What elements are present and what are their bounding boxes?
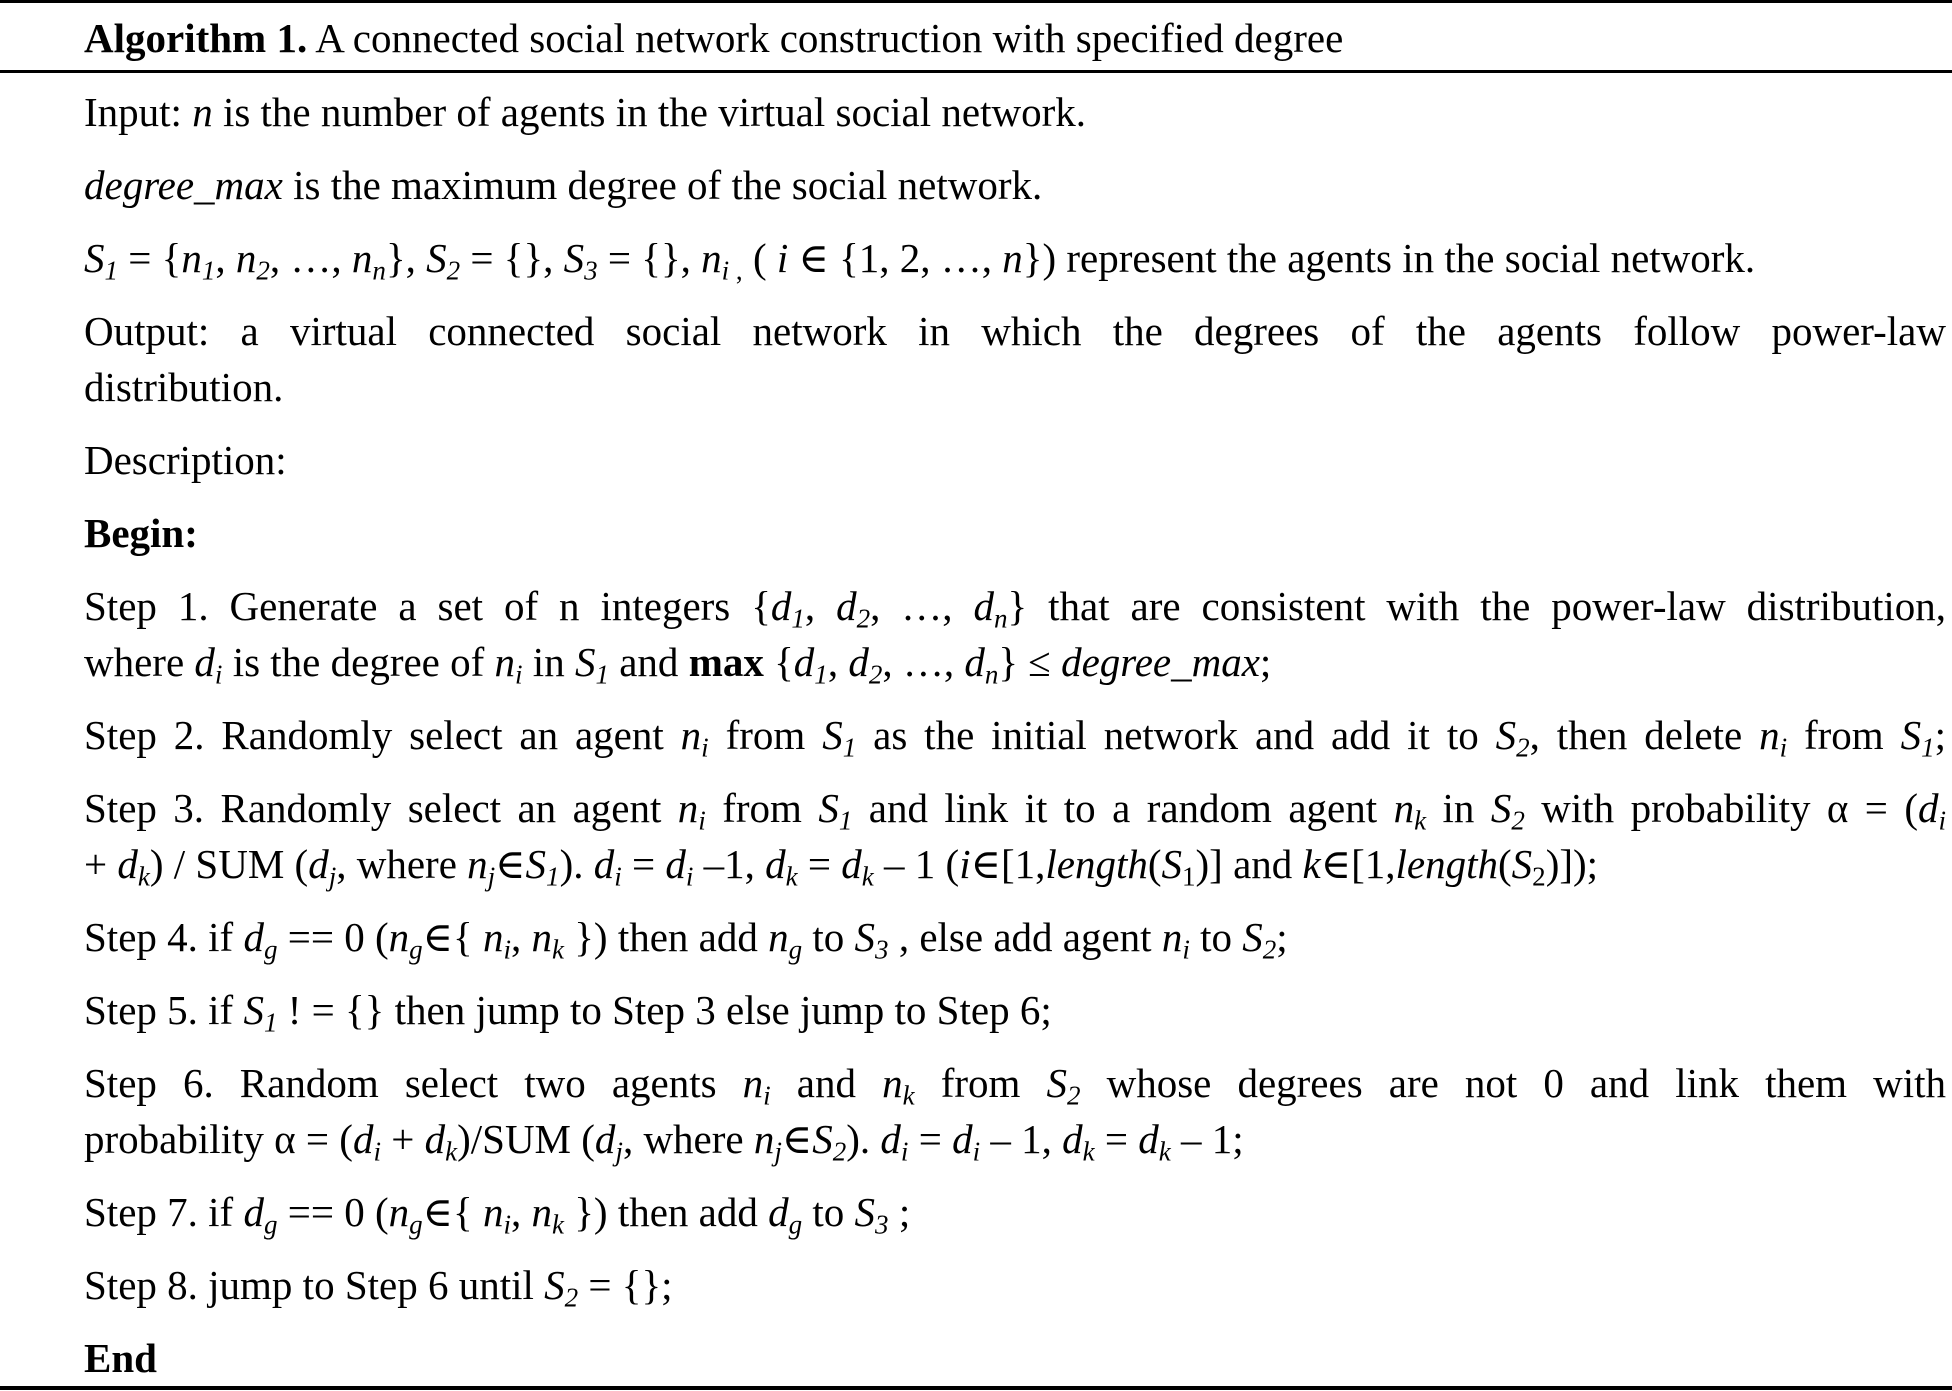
step-3-line-1: Step 3. Randomly select an agent $n_i$ from $S_1$ and link it to a random agent $n_k$ in $S_2$ with probability $\alpha = (d_i$	[84, 785, 1946, 836]
step-7: Step 7. if $d_g == 0$ ($n_g\in${ $n_i$, $n_k$ }) then add $d_g$ to $S_3$ ;	[84, 1189, 911, 1240]
step-6-line-1: Step 6. Random select two agents $n_i$ and $n_k$ from $S_2$ whose degrees are not 0 and link them with	[84, 1060, 1947, 1111]
bottom-rule	[0, 1386, 1952, 1390]
top-rule	[0, 0, 1952, 3]
output-line-1: Output: a virtual connected social network in which the degrees of the agents follow power-law	[84, 308, 1946, 354]
sets-line: $S_1 = \{n_1$, $n_2$, …, $n_n$}, $S_2$ = {}, $S_3$ = {}, $n_i$ $_,$ ( i ∈ {1, 2, …, n}) represent the agents in the social network.	[84, 235, 1756, 286]
output-line-2: distribution.	[84, 364, 284, 410]
algorithm-title	[84, 15, 1344, 61]
step-5: Step 5. if $S_1$ ! = {} then jump to Step 3 else jump to Step 6;	[84, 987, 1052, 1038]
step-4: Step 4. if $d_g == 0$ ($n_g\in${ $n_i$, $n_k$ }) then add $n_g$ to $S_3$ , else add agent $n_i$ to $S_2$;	[84, 914, 1288, 965]
step-8: Step 8. jump to Step 6 until $S_2$ = {};	[84, 1262, 673, 1313]
begin-label: Begin:	[84, 510, 198, 556]
header-rule	[0, 70, 1952, 73]
step-6-line-2: probability $\alpha = (d_i + d_k)/SUM$ ($d_j$, where $n_j\in S_2$). $d_i = d_i - 1$, $d_k = d_k - 1$;	[84, 1116, 1244, 1167]
step-3-line-2: + $d_k$) / SUM ($d_j$, where $n_j\in S_1$). $d_i = d_i$ –1, $d_k = d_k - 1$ ($i\in[1,length(S_1)]$ and $k\in[1,length(S_2)]$);	[84, 841, 1599, 892]
algorithm-label: Algorithm 1.	[84, 15, 308, 61]
end-label: End	[84, 1335, 157, 1381]
step-2: Step 2. Randomly select an agent $n_i$ from $S_1$ as the initial network and add it to $S_2$, then delete $n_i$ from $S_1$;	[84, 712, 1947, 763]
description-label: Description:	[84, 437, 287, 483]
degree-max-line: degree_max is the maximum degree of the social network.	[84, 162, 1043, 208]
algorithm-title-text: A connected social network construction with specified degree	[315, 15, 1344, 61]
step-1-line-2: where $d_i$ is the degree of $n_i$ in $S_1$ and $\max \{d_1$, $d_2$, …, $d_n$} ≤ degree_max;	[84, 639, 1272, 690]
input-line: Input: n is the number of agents in the virtual social network.	[84, 89, 1086, 135]
step-1-line-1: Step 1. Generate a set of n integers {$d_1$, $d_2$, …, $d_n$} that are consistent with the power-law distribution,	[84, 583, 1946, 634]
